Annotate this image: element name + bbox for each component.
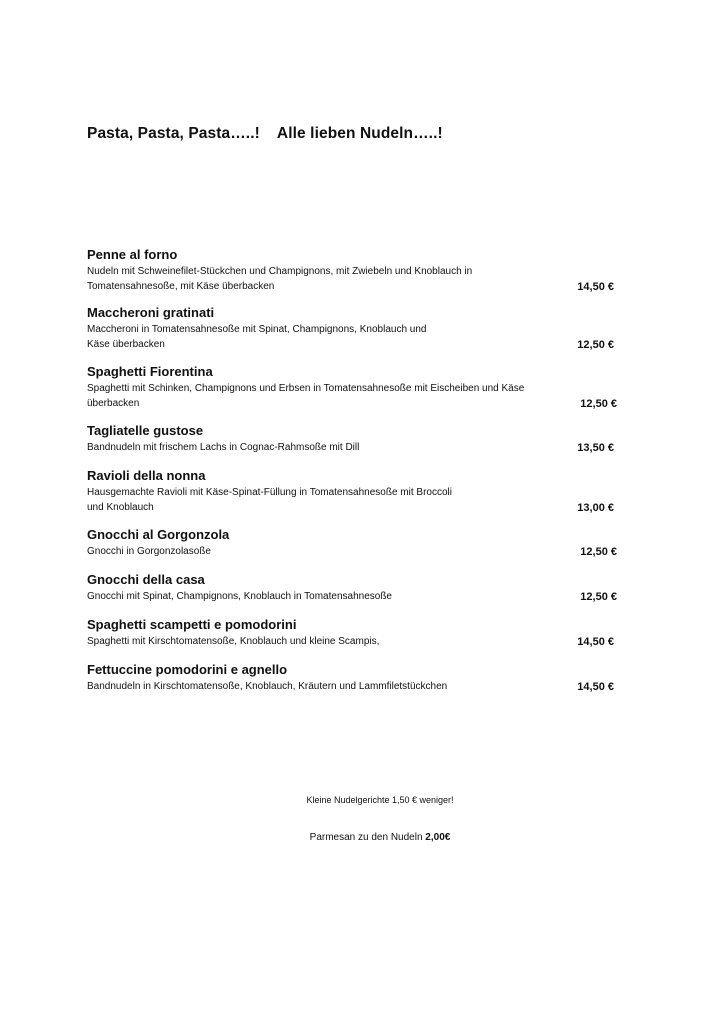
dish-description: Hausgemachte Ravioli mit Käse-Spinat-Füllung in Tomatensahnesoße mit Broccoli und Knoblauch xyxy=(87,487,452,513)
menu-item xyxy=(87,526,617,560)
dish-price: 14,50 € xyxy=(577,681,614,693)
dish-price: 13,00 € xyxy=(577,501,614,514)
parmesan-note xyxy=(0,832,724,843)
dish-name: Fettuccine pomodorini e agnello xyxy=(87,662,288,677)
dish-name: Maccheroni gratinati xyxy=(87,305,215,320)
dish-price: 12,50 € xyxy=(580,397,617,410)
dish-description: Maccheroni in Tomatensahnesoße mit Spinat, Champignons, Knoblauch und Käse überbacken xyxy=(87,324,427,350)
dish-description: Spaghetti mit Schinken, Champignons und Erbsen in Tomatensahnesoße mit Eischeiben und Käse überbacken xyxy=(87,383,525,409)
dish-description: Nudeln mit Schweinefilet-Stückchen und Champignons, mit Zwiebeln und Knoblauch in Tomatensahnesoße, mit Käse überbacken xyxy=(87,266,473,292)
parmesan-price: 2,00€ xyxy=(425,832,451,843)
dish-price: 12,50 € xyxy=(577,338,614,351)
dish-price: 14,50 € xyxy=(577,636,614,648)
menu-item xyxy=(87,616,617,650)
dish-price: 12,50 € xyxy=(580,546,617,558)
dish-name: Tagliatelle gustose xyxy=(87,423,204,438)
menu-item xyxy=(87,304,617,352)
dish-name: Penne al forno xyxy=(87,247,178,262)
dish-price: 13,50 € xyxy=(577,442,614,454)
menu-item xyxy=(87,246,617,294)
dish-description: Gnocchi mit Spinat, Champignons, Knoblauch in Tomatensahnesoße xyxy=(87,591,392,602)
page-title: Pasta, Pasta, Pasta…..! Alle lieben Nudeln…..! xyxy=(87,125,443,142)
dish-name: Spaghetti scampetti e pomodorini xyxy=(87,617,297,632)
menu-item xyxy=(87,363,617,411)
dish-price: 14,50 € xyxy=(577,280,614,293)
dish-name: Gnocchi al Gorgonzola xyxy=(87,527,230,542)
menu-item xyxy=(87,571,617,605)
dish-description: Spaghetti mit Kirschtomatensoße, Knoblauch und kleine Scampis, xyxy=(87,636,380,647)
menu-item xyxy=(87,422,617,456)
small-portions-note: Kleine Nudelgerichte 1,50 € weniger! xyxy=(306,795,454,805)
menu-item xyxy=(87,467,617,515)
dish-price: 12,50 € xyxy=(580,591,617,603)
menu-item xyxy=(87,661,617,695)
dish-name: Gnocchi della casa xyxy=(87,572,205,587)
dish-description: Bandnudeln in Kirschtomatensoße, Knoblauch, Kräutern und Lammfiletstückchen xyxy=(87,681,448,692)
dish-description: Gnocchi in Gorgonzolasoße xyxy=(87,546,211,557)
dish-name: Ravioli della nonna xyxy=(87,468,206,483)
dish-description: Bandnudeln mit frischem Lachs in Cognac-Rahmsoße mit Dill xyxy=(87,442,360,453)
parmesan-text: Parmesan zu den Nudeln xyxy=(309,832,423,843)
dish-name: Spaghetti Fiorentina xyxy=(87,364,213,379)
